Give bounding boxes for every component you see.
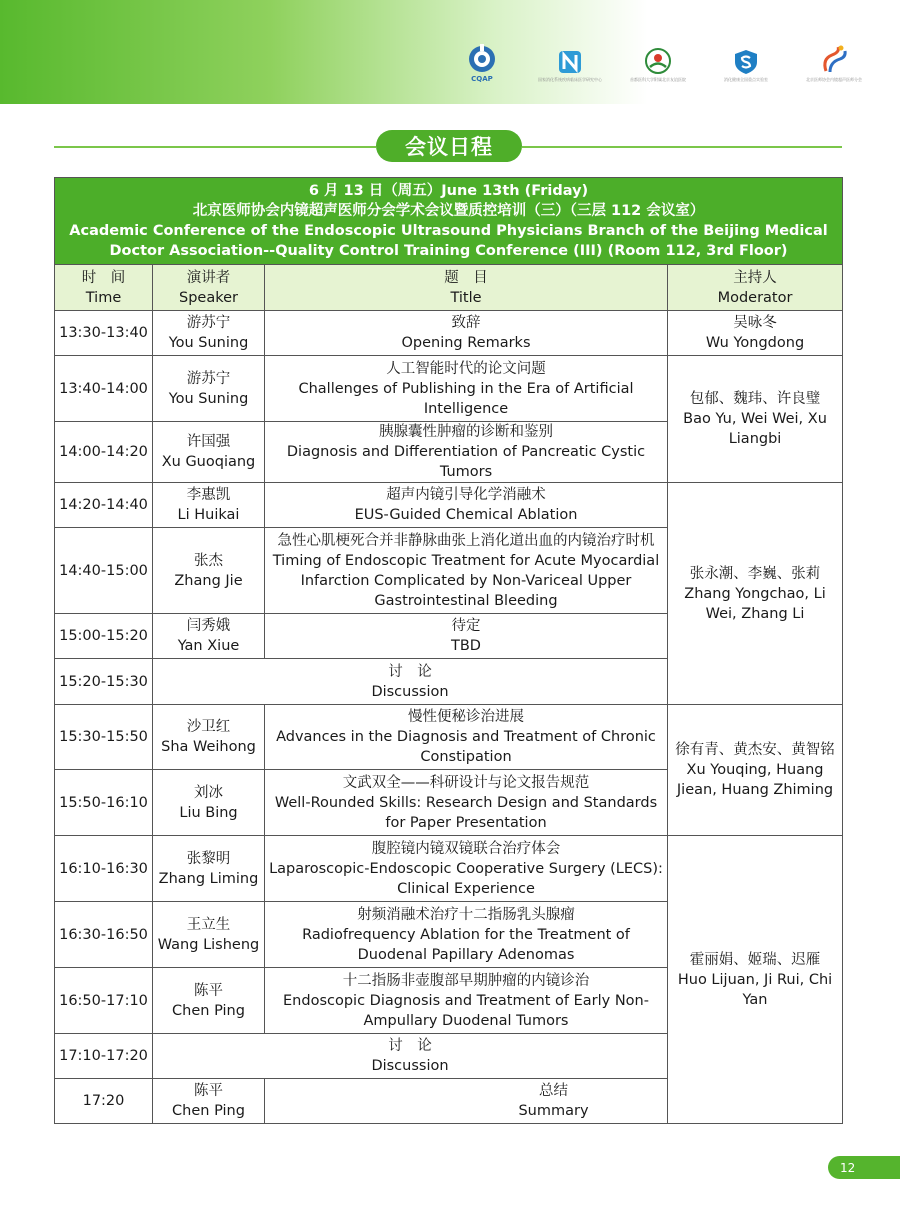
speaker-en: You Suning	[168, 335, 249, 351]
title-zh: 慢性便秘诊治进展	[408, 709, 524, 725]
table-row	[55, 836, 843, 902]
moderator-en: Zhang Yongchao, Li Wei, Zhang Li	[684, 585, 826, 622]
moderator-cell	[668, 356, 843, 483]
row-time: 13:30-13:40	[55, 311, 153, 356]
title-zh: 文武双全——科研设计与论文报告规范	[342, 774, 590, 791]
title-en: Radiofrequency Ablation for the Treatment of Duodenal Papillary Adenomas	[302, 926, 630, 963]
speaker-en: Sha Weihong	[161, 739, 256, 755]
row-title	[265, 483, 668, 528]
title-en: Timing of Endoscopic Treatment for Acute Myocardial Infarction Complicated by Non-Variceal Upper Gastrointestinal Bleeding	[272, 552, 660, 609]
speaker-zh: 刘冰	[194, 784, 223, 801]
row-speaker	[153, 422, 265, 483]
row-title	[265, 356, 668, 422]
association-emblem-icon	[820, 45, 848, 75]
col-time	[55, 265, 153, 311]
divider-right	[522, 146, 842, 148]
title-en: Discussion	[371, 683, 449, 700]
title-zh: 讨 论	[388, 663, 432, 680]
row-title	[265, 836, 668, 902]
row-speaker	[153, 705, 265, 770]
col-speaker-en: Speaker	[179, 289, 238, 306]
hospital-logo	[632, 47, 684, 83]
lab-logo-caption: 消化健康全国重点实验室	[724, 77, 768, 82]
row-title	[265, 614, 668, 659]
row-title	[265, 705, 668, 770]
association-logo	[808, 45, 860, 83]
divider-left	[54, 146, 376, 148]
row-speaker	[153, 770, 265, 836]
col-moderator-en: Moderator	[717, 289, 793, 306]
moderator-en: Huo Lijuan, Ji Rui, Chi Yan	[677, 971, 833, 1008]
heading-title-en-2: Doctor Association--Quality Control Training Conference (III) (Room 112, 3rd Floor)	[109, 243, 788, 259]
col-time-en: Time	[85, 289, 122, 306]
row-title	[265, 311, 668, 356]
center-logo	[538, 49, 602, 83]
schedule-table	[54, 177, 843, 1124]
title-en: Advances in the Diagnosis and Treatment of Chronic Constipation	[276, 729, 656, 765]
row-time: 13:40-14:00	[55, 356, 153, 422]
speaker-zh: 陈平	[194, 982, 223, 999]
table-row-summary	[55, 1079, 843, 1124]
moderator-en: Wu Yongdong	[705, 335, 805, 351]
hospital-logo-caption: 首都医科大学附属北京友谊医院	[630, 77, 686, 82]
row-time: 15:00-15:20	[55, 614, 153, 659]
title-en: Laparoscopic-Endoscopic Cooperative Surgery (LECS): Clinical Experience	[269, 860, 663, 897]
moderator-cell	[668, 483, 843, 705]
title-en: Opening Remarks	[401, 335, 531, 351]
col-time-zh: 时 间	[81, 269, 126, 286]
speaker-zh: 陈平	[194, 1083, 223, 1099]
row-time: 14:00-14:20	[55, 422, 153, 483]
col-moderator	[668, 265, 843, 311]
speaker-zh: 许国强	[186, 434, 231, 450]
row-time: 15:20-15:30	[55, 659, 153, 705]
title-en: TBD	[451, 638, 481, 654]
row-time: 17:20	[55, 1079, 153, 1124]
title-zh: 急性心肌梗死合并非静脉曲张上消化道出血的内镜治疗时机	[277, 532, 655, 549]
row-title	[265, 770, 668, 836]
row-speaker	[153, 968, 265, 1034]
col-moderator-zh: 主持人	[733, 269, 777, 286]
row-time: 15:30-15:50	[55, 705, 153, 770]
col-title	[265, 265, 668, 311]
moderator-zh: 包郁、魏玮、许良璧	[689, 391, 821, 407]
moderator-zh: 吴咏冬	[733, 315, 777, 331]
n-shield-icon	[557, 49, 583, 75]
title-en: EUS-Guided Chemical Ablation	[354, 507, 578, 523]
moderator-zh: 霍丽娟、姬瑞、迟雁	[689, 951, 821, 968]
row-title	[265, 422, 668, 483]
logo-strip	[456, 44, 860, 83]
table-heading-row	[55, 178, 843, 265]
title-en: Diagnosis and Differentiation of Pancreatic Cystic Tumors	[286, 444, 646, 480]
moderator-zh: 张永潮、李巍、张莉	[689, 565, 821, 582]
title-zh: 致辞	[451, 315, 481, 331]
col-title-zh: 题 目	[444, 269, 488, 286]
title-en: Summary	[518, 1103, 589, 1119]
speaker-zh: 张黎明	[186, 850, 231, 867]
association-logo-caption: 北京医师协会内镜超声医师分会	[806, 77, 862, 82]
speaker-en: Liu Bing	[179, 804, 238, 821]
table-row	[55, 483, 843, 528]
row-speaker	[153, 614, 265, 659]
heading-title-en-1: Academic Conference of the Endoscopic Ultrasound Physicians Branch of the Beijing Medical	[69, 223, 828, 239]
title-zh: 人工智能时代的论文问题	[386, 360, 546, 377]
speaker-en: Yan Xiue	[177, 638, 240, 654]
lab-logo	[720, 49, 772, 83]
moderator-cell	[668, 311, 843, 356]
row-time: 16:10-16:30	[55, 836, 153, 902]
moderator-en: Xu Youqing, Huang Jiean, Huang Zhiming	[676, 762, 834, 798]
cqap-logo	[456, 44, 508, 83]
page-title: 会议日程	[376, 130, 522, 162]
title-zh: 胰腺囊性肿瘤的诊断和鉴别	[379, 424, 553, 440]
row-time: 14:20-14:40	[55, 483, 153, 528]
moderator-cell	[668, 705, 843, 836]
speaker-en: Chen Ping	[172, 1103, 245, 1119]
s-shield-icon	[733, 49, 759, 75]
row-time: 17:10-17:20	[55, 1034, 153, 1079]
row-speaker	[153, 483, 265, 528]
row-title	[265, 902, 668, 968]
moderator-zh: 徐有青、黄杰安、黄智铭	[675, 742, 835, 758]
row-time: 16:50-17:10	[55, 968, 153, 1034]
row-time: 15:50-16:10	[55, 770, 153, 836]
speaker-zh: 李惠凯	[186, 487, 231, 503]
speaker-en: Wang Lisheng	[157, 936, 260, 953]
row-speaker	[153, 902, 265, 968]
heading-title-zh: 北京医师协会内镜超声医师分会学术会议暨质控培训（三）（三层 112 会议室）	[192, 203, 705, 219]
col-title-en: Title	[450, 289, 482, 306]
speaker-zh: 沙卫红	[186, 719, 231, 735]
page-number: 12	[828, 1156, 900, 1179]
title-en: Endoscopic Diagnosis and Treatment of Early Non-Ampullary Duodenal Tumors	[283, 992, 649, 1029]
speaker-zh: 游苏宁	[186, 315, 231, 331]
title-zh: 总结	[539, 1083, 569, 1099]
row-title	[153, 659, 668, 705]
row-time: 16:30-16:50	[55, 902, 153, 968]
speaker-en: Zhang Liming	[158, 870, 259, 887]
cqap-logo-caption: CQAP	[471, 75, 493, 83]
speaker-en: Zhang Jie	[174, 572, 243, 589]
cqap-emblem-icon	[467, 44, 497, 74]
speaker-en: Li Huikai	[177, 507, 240, 523]
row-speaker	[153, 311, 265, 356]
col-speaker	[153, 265, 265, 311]
table-row	[55, 356, 843, 422]
row-speaker	[153, 836, 265, 902]
row-speaker	[153, 356, 265, 422]
col-speaker-zh: 演讲者	[186, 269, 231, 286]
speaker-zh: 闫秀娥	[186, 618, 231, 634]
row-title	[153, 1034, 668, 1079]
table-row	[55, 311, 843, 356]
speaker-en: Chen Ping	[172, 1002, 245, 1019]
moderator-en: Bao Yu, Wei Wei, Xu Liangbi	[683, 411, 827, 447]
heading-date: 6 月 13 日（周五）June 13th (Friday)	[308, 183, 589, 199]
title-zh: 腹腔镜内镜双镜联合治疗体会	[371, 840, 561, 857]
row-speaker	[153, 1079, 265, 1124]
row-time: 14:40-15:00	[55, 528, 153, 614]
title-zh: 射频消融术治疗十二指肠乳头腺瘤	[357, 906, 575, 923]
row-speaker	[153, 528, 265, 614]
speaker-zh: 王立生	[186, 916, 231, 933]
column-header-row	[55, 265, 843, 311]
title-zh: 待定	[451, 618, 481, 634]
title-zh: 超声内镜引导化学消融术	[386, 487, 546, 503]
row-title	[265, 1079, 843, 1124]
speaker-en: Xu Guoqiang	[161, 454, 256, 470]
speaker-zh: 张杰	[194, 552, 223, 569]
title-zh: 讨 论	[388, 1038, 432, 1054]
title-zh: 十二指肠非壶腹部早期肿瘤的内镜诊治	[342, 972, 590, 989]
row-title	[265, 528, 668, 614]
speaker-zh: 游苏宁	[186, 370, 231, 387]
title-en: Challenges of Publishing in the Era of Artificial Intelligence	[298, 380, 634, 417]
center-logo-caption: 国家消化系统疾病临床医学研究中心	[538, 77, 602, 82]
title-en: Discussion	[371, 1058, 449, 1074]
row-title	[265, 968, 668, 1034]
title-en: Well-Rounded Skills: Research Design and Standards for Paper Presentation	[274, 794, 658, 831]
hospital-emblem-icon	[644, 47, 672, 75]
table-heading	[55, 178, 843, 265]
speaker-en: You Suning	[168, 390, 249, 407]
table-row	[55, 705, 843, 770]
